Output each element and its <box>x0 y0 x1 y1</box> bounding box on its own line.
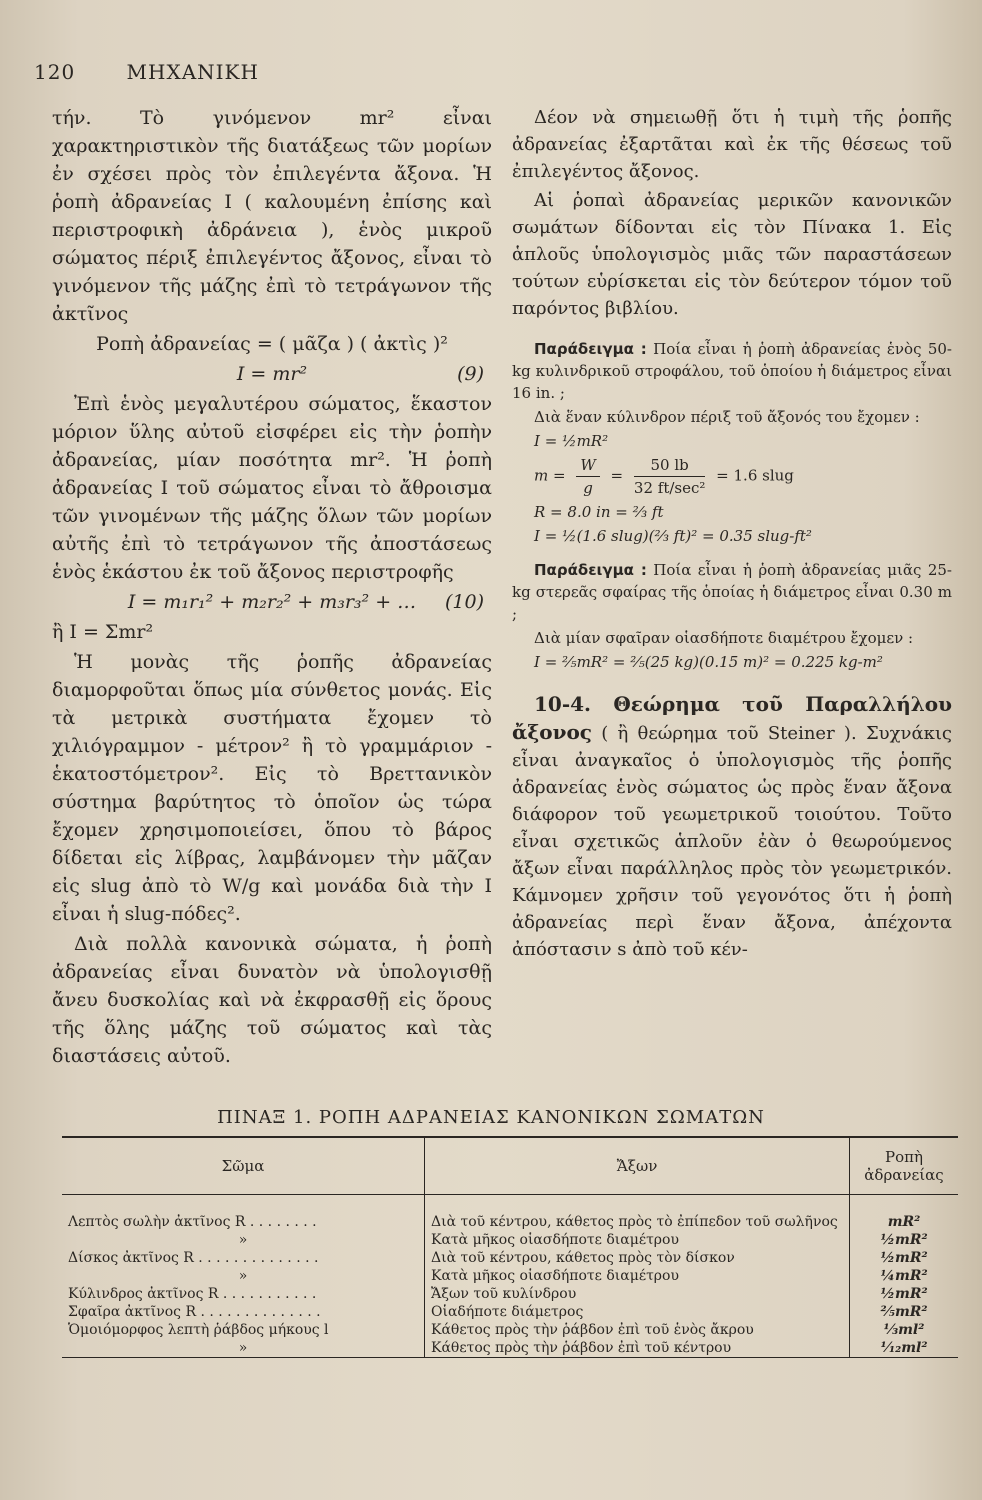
section-subtitle: ( ἢ θεώρημα τοῦ Steiner ). <box>601 723 857 744</box>
table-cell-moment: ¼mR² <box>850 1267 959 1285</box>
example-1-w-over-g <box>576 454 599 499</box>
equation-9-number: (9) <box>457 363 484 385</box>
left-paragraph-3: Ἡ μονὰς τῆς ῥοπῆς ἀδρανείας διαμορφοῦται ὅπως μία σύνθετος μονάς. Εἰς τὰ μετρικὰ συστήματα ἔχομεν τὸ χιλιόγραμμον - μέτρον² ἢ τὸ γραμμάριον - ἑκατοστόμετρον². Εἰς τὸ Βρεττανικὸν σύστημα βαρύτητος τὸ ὁποῖον ὡς τώρα ἔχομεν χρησιμοποιείσει, ὅπου τὸ βάρος δίδεται εἰς λίβρας, λαμβάνομεν τὴν μᾶζαν εἰς slug ἀπὸ τὸ W/g καὶ μονάδα διὰ τὴν I εἶναι ἡ slug-πόδες². <box>52 651 492 925</box>
table-cell-body: Ὁμοιόμορφος λεπτὴ ῥάβδος μήκους l <box>68 1322 329 1338</box>
table-cell-axis: Οἱαδήποτε διάμετρος <box>425 1303 850 1321</box>
table-cell-moment: ⅖mR² <box>850 1303 959 1321</box>
right-paragraph-1: Δέον νὰ σημειωθῇ ὅτι ἡ τιμὴ τῆς ῥοπῆς ἀδρανείας ἐξαρτᾶται καὶ ἐκ τῆς θέσεως τοῦ ἐπιλεγέντος ἄξονος. <box>512 107 952 182</box>
table-cell-moment: ½mR² <box>850 1285 959 1303</box>
section-title: 10-4. Θεώρημα τοῦ Παραλλήλου ἄξονος <box>512 692 952 744</box>
example-1-mass-fraction <box>634 454 705 499</box>
table-cell-moment: mR² <box>850 1213 959 1231</box>
example-1-line-2 <box>534 454 952 499</box>
header-body: Σῶμα <box>221 1157 265 1175</box>
equation-10 <box>52 588 492 616</box>
table-cell-axis: Διὰ τοῦ κέντρου, κάθετος πρὸς τὸ ἐπίπεδον τοῦ σωλῆνος <box>425 1213 850 1231</box>
right-column <box>512 104 952 965</box>
example-1-line-1: I = ½mR² <box>534 432 609 450</box>
equation-9-body: I = mr² <box>236 363 308 385</box>
table-cell-body: » <box>238 1340 248 1356</box>
running-title: ΜΗΧΑΝΙΚΗ <box>126 60 259 84</box>
moment-of-inertia-table <box>62 1136 958 1358</box>
example-1-label: Παράδειγμα : <box>534 340 647 358</box>
table-spacer <box>62 1195 958 1214</box>
table-cell-axis: Κατὰ μῆκος οἱασδήποτε διαμέτρου <box>425 1267 850 1285</box>
header-axis: Ἄξων <box>425 1137 850 1195</box>
example-1-intro: Διὰ ἕναν κύλινδρον πέριξ τοῦ ἄξονός του ἔχομεν : <box>534 408 920 426</box>
left-paragraph-2: Ἐπὶ ἑνὸς μεγαλυτέρου σώματος, ἕκαστον μόριον ὕλης αὐτοῦ εἰσφέρει εἰς τὴν ῥοπὴν ἀδρανείας, μίαν ποσότητα mr². Ἡ ῥοπὴ ἀδρανείας I τοῦ σώματος εἶναι τὸ ἄθροισμα τῶν γινομένων τῆς μάζης ὅλων τῶν μορίων αὐτῆς ἐπὶ τὸ τετράγωνον τῆς ἀποστάσεως ἑνὸς ἑκάστου ἐκ τοῦ ἄξονος περιστροφῆς <box>52 393 492 583</box>
example-2-line-1: I = ⅖mR² = ⅖(25 kg)(0.15 m)² = 0.225 kg-m² <box>534 653 883 671</box>
table-row <box>62 1213 958 1231</box>
table-cell-moment: ½mR² <box>850 1249 959 1267</box>
example-2-label: Παράδειγμα : <box>534 561 647 579</box>
table-cell-axis: Κατὰ μῆκος οἱασδήποτε διαμέτρου <box>425 1231 850 1249</box>
table-cell-moment: ⅓ml² <box>850 1321 959 1339</box>
section-10-4 <box>512 691 952 963</box>
fraction-denominator: g <box>583 479 593 497</box>
table-cell-body: Σφαῖρα ἀκτῖνος R . . . . . . . . . . . . . . <box>68 1304 321 1320</box>
table-cell-body: Δίσκος ἀκτῖνος R . . . . . . . . . . . . . . <box>68 1250 319 1266</box>
table-row <box>62 1303 958 1321</box>
table-row <box>62 1285 958 1303</box>
example-2-text: Ποία εἶναι ἡ ῥοπὴ ἀδρανείας μιᾶς 25-kg στερεᾶς σφαίρας τῆς ὁποίας ἡ διάμετρος εἶναι 0.30 m ; <box>512 561 953 623</box>
example-1-line-3: R = 8.0 in = ⅔ ft <box>534 503 664 521</box>
equation-words: Ροπὴ ἀδρανείας = ( μᾶζα ) ( ἀκτὶς )² <box>96 333 448 355</box>
left-paragraph-1: τήν. Τὸ γινόμενον mr² εἶναι χαρακτηριστικὸν τῆς διατάξεως τῶν μορίων ἐν σχέσει πρὸς τὸν ἐπιλεγέντα ἄξονα. Ἡ ῥοπὴ ἀδρανείας I ( καλουμένη ἐπίσης καὶ περιστροφικὴ ἀδράνεια ), ἑνὸς μικροῦ σώματος πέριξ ἐπιλεγέντος ἄξονος, εἶναι τὸ γινόμενον τῆς μάζης ἐπὶ τὸ τετράγωνον τῆς ἀκτῖνος <box>52 107 492 325</box>
equation-9 <box>52 360 492 388</box>
table-cell-body: » <box>238 1268 248 1284</box>
equation-10-body: I = m₁r₁² + m₂r₂² + m₃r₃² + … <box>127 591 417 613</box>
page-number: 120 <box>34 60 76 84</box>
table-cell-axis: Κάθετος πρὸς τὴν ῥάβδον ἐπὶ τοῦ κέντρου <box>425 1339 850 1358</box>
example-1-text: Ποία εἶναι ἡ ῥοπὴ ἀδρανείας ἑνὸς 50-kg κυλινδρικοῦ στροφάλου, τοῦ ὁποίου ἡ διάμετρος εἶναι 16 in. ; <box>512 340 952 402</box>
page-header <box>34 60 259 84</box>
example-1 <box>512 338 952 404</box>
example-1-m: m = <box>534 466 566 485</box>
table-title: ΠΙΝΑΞ 1. ΡΟΠΗ ΑΔΡΑΝΕΙΑΣ ΚΑΝΟΝΙΚΩΝ ΣΩΜΑΤΩΝ <box>217 1107 765 1128</box>
right-paragraph-2: Αἱ ῥοπαὶ ἀδρανείας μερικῶν κανονικῶν σωμάτων δίδονται εἰς τὸν Πίνακα 1. Εἰς ἁπλοῦς ὑπολογισμὸς μιᾶς τῶν παραστάσεων τούτων εὑρίσκεται εἰς τὸν δεύτερον τόμον τοῦ παρόντος βιβλίου. <box>512 190 952 319</box>
example-2 <box>512 559 952 625</box>
fraction-denominator: 32 ft/sec² <box>633 479 706 497</box>
table-header-row <box>62 1137 958 1195</box>
table-cell-body: Λεπτὸς σωλὴν ἀκτῖνος R . . . . . . . . <box>68 1214 317 1230</box>
equation-10-number: (10) <box>444 591 484 613</box>
header-moment: Ροπὴ ἀδρανείας <box>850 1137 959 1195</box>
table-row <box>62 1249 958 1267</box>
table-row <box>62 1321 958 1339</box>
table-cell-body: Κύλινδρος ἀκτῖνος R . . . . . . . . . . . <box>68 1286 317 1302</box>
example-1-result: = 1.6 slug <box>716 466 794 485</box>
section-text: Συχνάκις εἶναι ἀναγκαῖος ὁ ὑπολογισμὸς τῆς ῥοπῆς ἀδρανείας ἑνὸς σώματος ὡς πρὸς ἕναν ἄξονα διάφορον τοῦ γεωμετρικοῦ τοιούτου. Τοῦτο εἶναι σχετικῶς ἁπλοῦν ἐὰν ὁ θεωρούμενος ἄξων εἶναι παράλληλος πρὸς τὸν γεωμετρικόν. Κάμνομεν χρῆσιν τοῦ γεγονότος ὅτι ἡ ῥοπὴ ἀδρανείας περὶ ἕναν ἄξονα, ἀπέχοντα ἀπόστασιν s ἀπὸ τοῦ κέν- <box>512 723 953 960</box>
table-cell-axis: Ἄξων τοῦ κυλίνδρου <box>425 1285 850 1303</box>
table-cell-axis: Κάθετος πρὸς τὴν ῥάβδον ἐπὶ τοῦ ἑνὸς ἄκρου <box>425 1321 850 1339</box>
fraction-numerator: W <box>576 454 599 477</box>
example-1-equals: = <box>610 466 624 485</box>
left-column <box>52 104 492 1072</box>
example-2-intro: Διὰ μίαν σφαῖραν οἱασδήποτε διαμέτρου ἔχομεν : <box>534 629 914 647</box>
table-cell-body: » <box>238 1232 248 1248</box>
table-cell-moment: ¹⁄₁₂ml² <box>850 1339 959 1358</box>
table-cell-axis: Διὰ τοῦ κέντρου, κάθετος πρὸς τὸν δίσκον <box>425 1249 850 1267</box>
fraction-numerator: 50 lb <box>634 454 705 477</box>
equation-10-sum: ἢ I = Σmr² <box>52 621 154 643</box>
left-paragraph-4: Διὰ πολλὰ κανονικὰ σώματα, ἡ ῥοπὴ ἀδρανείας εἶναι δυνατὸν νὰ ὑπολογισθῇ ἄνευ δυσκολίας καὶ νὰ ἐκφρασθῇ εἰς ὅρους τῆς ὅλης μάζης τοῦ σώματος καὶ τὰς διαστάσεις αὐτοῦ. <box>52 933 492 1067</box>
table-row <box>62 1231 958 1249</box>
table-row <box>62 1339 958 1358</box>
table-row <box>62 1267 958 1285</box>
example-1-line-4: I = ½(1.6 slug)(⅔ ft)² = 0.35 slug-ft² <box>534 527 812 545</box>
table-cell-moment: ½mR² <box>850 1231 959 1249</box>
